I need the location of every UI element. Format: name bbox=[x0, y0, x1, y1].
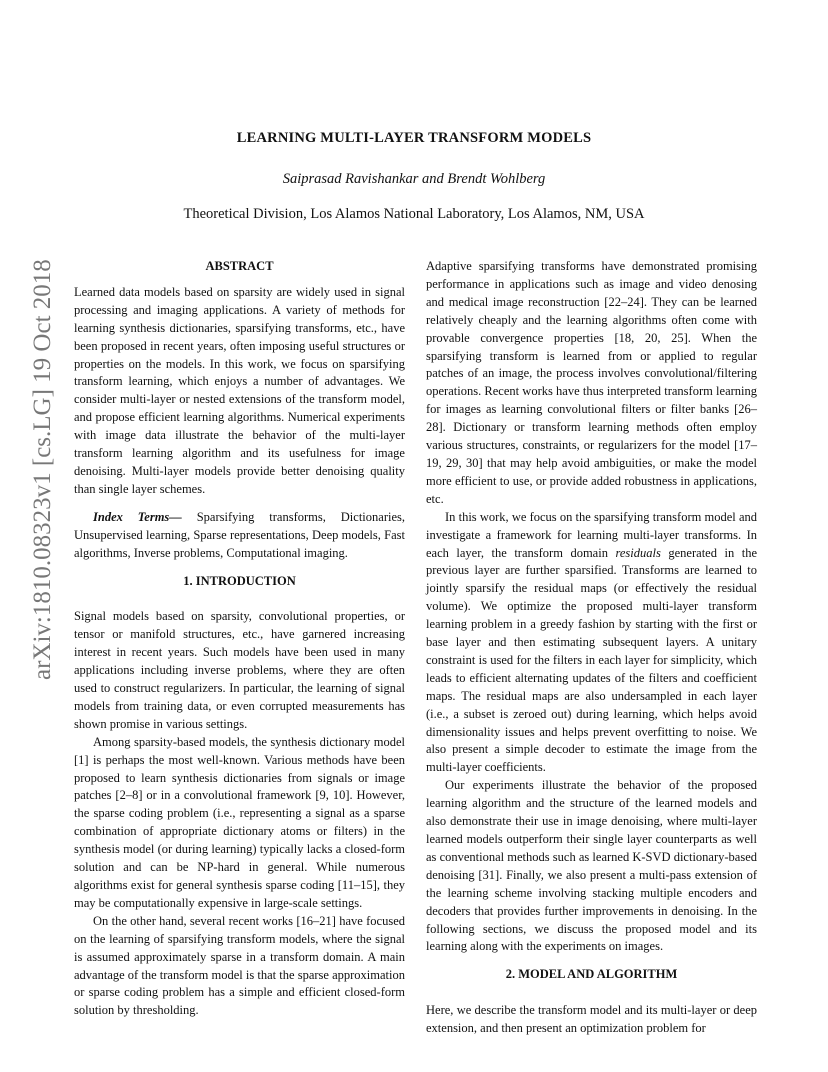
arxiv-stamp[interactable]: arXiv:1810.08323v1 [cs.LG] 19 Oct 2018 bbox=[29, 259, 56, 680]
paper-authors: Saiprasad Ravishankar and Brendt Wohlberg bbox=[282, 171, 546, 187]
index-terms-text: Sparsifying transforms, Dictionaries, Unsupervised learning, Sparse representations, Deep models, Fast algorithms, Inverse problems, Computational imaging. bbox=[74, 509, 405, 560]
intro-paragraph-5 bbox=[426, 509, 757, 778]
intro-paragraph-4: Adaptive sparsifying transforms have demonstrated promising performance in applications such as image and video denosing and medical image reconstruction [22–24]. They can be learned relatively cheaply and the learning algorithms often come with provable convergence properties [18, 20, 25]. When the sparsifying transform is learned from or applied to regular patches of an image, the process involves convolutional/filtering operations. Recent works have thus interpreted transform learning for images as learning convolutional filters or filter banks [26–28]. Dictionary or transform learning methods often employ various structures, constraints, or regularizers for the model [17–19, 29, 30] that may help avoid ambiguities, or make the model more efficient to use, or provide added robustness in applications, etc. bbox=[426, 259, 757, 506]
residuals-term: residuals bbox=[615, 545, 661, 560]
right-column bbox=[426, 258, 757, 1038]
index-terms bbox=[74, 509, 405, 563]
intro-paragraph-5c: generated in the previous layer are further sparsified. Transforms are learned to jointly sparsify the residual maps (or effectively the residual volume). We optimize the proposed multi-layer transform learning problem in a greedy fashion by starting with the first or base layer and then estimating subsequent layers. A unitary constraint is used for the filters in each layer for simplicity, which leads to efficient alternating updates of the filters and coefficient maps. The residual maps are also undersampled in each layer (i.e., a subset is zeroed out) during learning, which helps avoid dimensionality issues and helps prevent overfitting to noise. We also present a simple decoder to estimate the image from the multi-layer coefficients. bbox=[426, 545, 757, 775]
abstract-heading: ABSTRACT bbox=[205, 259, 274, 273]
intro-paragraph-3: On the other hand, several recent works [16–21] have focused on the learning of sparsifying transform models, where the signal is assumed approximately sparse in a transform domain. A main advantage of the transform model is that the sparse approximation or sparse coding problem has a simple and efficient closed-form solution by thresholding. bbox=[74, 913, 405, 1018]
intro-paragraph-2: Among sparsity-based models, the synthesis dictionary model [1] is perhaps the most well-known. Various methods have been proposed to learn synthesis dictionaries from signals or image patches [2–8] or in a convolutional framework [9, 10]. However, the sparse coding problem (i.e., representing a signal as a sparse combination of appropriate dictionary atoms or filters) in the synthesis model (or during learning) typically lacks a closed-form solution and can be NP-hard in general. While numerous algorithms exist for general synthesis sparse coding [11–15], they may be computationally expensive in large-scale settings. bbox=[74, 734, 405, 910]
abstract-text: Learned data models based on sparsity are widely used in signal processing and imaging applications. A variety of methods for learning synthesis dictionaries, sparsifying transforms, etc., have been proposed in recent years, often imposing useful structures or properties on the models. In this work, we focus on sparsifying transform learning, which enjoys a number of advantages. We consider multi-layer or nested extensions of the transform model, and propose efficient learning algorithms. Numerical experiments with image data illustrate the behavior of the multi-layer transform learning algorithm and its usefulness for image denoising. Multi-layer models provide better denoising quality than single layer schemes. bbox=[74, 284, 405, 496]
index-terms-label: Index Terms— bbox=[93, 509, 182, 524]
section2-heading: 2. MODEL AND ALGORITHM bbox=[505, 967, 678, 982]
intro-paragraph-6: Our experiments illustrate the behavior of the proposed learning algorithm and the structure of the learned models and also demonstrate their use in image denoising, where multi-layer learned models outperform their single layer counterparts as well as conventional methods such as learned K-SVD dictionary-based denoising [31]. Finally, we also present a multi-pass extension of the learning scheme involving stacking multiple encoders and decoders that provides further improvements in denoising. In the following sections, we discuss the proposed model and its learning along with the experiments on images. bbox=[426, 778, 757, 954]
intro-heading: 1. INTRODUCTION bbox=[183, 573, 296, 588]
intro-paragraph-5a: In this work, we focus on the sparsifying transform model and investigate a framework for learning multi-layer transforms. In each layer, the transform domain bbox=[426, 509, 757, 560]
paper-affiliation: Theoretical Division, Los Alamos National Laboratory, Los Alamos, NM, USA bbox=[183, 206, 645, 222]
intro-paragraph-1: Signal models based on sparsity, convolutional properties, or tensor or manifold structures, etc., have garnered increasing interest in recent years. Such models have been used in many applications including inverse problems, where they are often used to construct regularizers. In particular, the learning of signal models from training data, or even corrupted measurements has shown promise in various settings. bbox=[74, 609, 405, 731]
paper-title: LEARNING MULTI-LAYER TRANSFORM MODELS bbox=[236, 130, 592, 146]
section2-paragraph-1: Here, we describe the transform model and its multi-layer or deep extension, and then present an optimization problem for bbox=[426, 1003, 757, 1036]
left-column bbox=[74, 258, 405, 1020]
